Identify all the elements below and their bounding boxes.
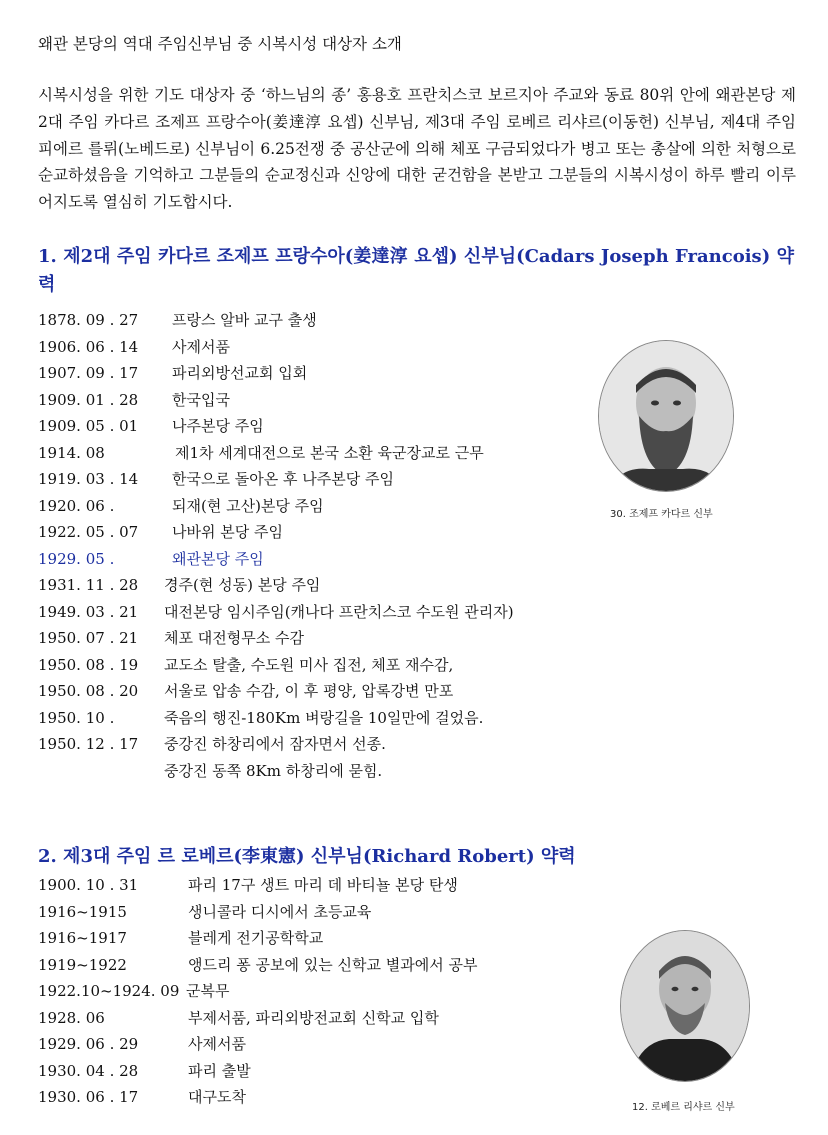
timeline-date: 1922.10~1924. 09 xyxy=(38,982,180,1000)
timeline-event: 파리 17구 생트 마리 데 바티뇰 본당 탄생 xyxy=(188,876,458,894)
timeline-event: 체포 대전형무소 수감 xyxy=(164,629,304,647)
timeline-event: 앵드리 퐁 공보에 있는 신학교 별과에서 공부 xyxy=(188,955,478,974)
timeline-date: 1906. 06 . 14 xyxy=(38,337,139,356)
timeline-event: 한국입국 xyxy=(172,390,230,409)
portrait-1-illustration xyxy=(599,341,733,491)
timeline-event: 되재(현 고산)본당 주임 xyxy=(172,496,324,515)
timeline-event: 교도소 탈출, 수도원 미사 집전, 체포 재수감, xyxy=(164,655,454,674)
timeline-date: 1914. 08 xyxy=(38,443,105,462)
timeline-date: 1928. 06 xyxy=(38,1008,105,1027)
timeline-event: 왜관본당 주임 xyxy=(172,549,264,568)
timeline-event: 프랑스 알바 교구 출생 xyxy=(172,311,317,329)
timeline-date: 1922. 05 . 07 xyxy=(38,523,139,541)
timeline-date: 1900. 10 . 31 xyxy=(38,876,139,894)
timeline-event: 생니콜라 디시에서 초등교육 xyxy=(188,902,372,921)
timeline-date: 1950. 07 . 21 xyxy=(38,629,139,647)
timeline-event: 나바위 본당 주임 xyxy=(172,523,283,541)
timeline-date: 1909. 05 . 01 xyxy=(38,417,139,435)
timeline-event: 사제서품 xyxy=(188,1035,246,1053)
timeline-date: 1909. 01 . 28 xyxy=(38,390,139,409)
timeline-date: 1929. 05 . xyxy=(38,549,115,568)
timeline-date: 1919~1922 xyxy=(38,955,127,974)
timeline-event: 부제서품, 파리외방전교회 신학교 입학 xyxy=(188,1008,439,1027)
priest-portrait-1 xyxy=(598,340,734,492)
timeline-event: 경주(현 성동) 본당 주임 xyxy=(164,576,321,594)
timeline-event: 중강진 하창리에서 잠자면서 선종. xyxy=(164,735,386,753)
timeline-event: 군복무 xyxy=(186,982,230,1000)
section1-heading: 1. 제2대 주임 카다르 조제프 프랑수아(姜達淳 요셉) 신부님(Cadars Joseph Francois) 약력 xyxy=(38,246,794,295)
timeline-date: 1930. 06 . 17 xyxy=(38,1088,139,1106)
timeline-date: 1929. 06 . 29 xyxy=(38,1035,139,1053)
timeline-event: 나주본당 주임 xyxy=(172,417,264,435)
timeline-date: 1950. 08 . 20 xyxy=(38,682,139,700)
timeline-event: 죽음의 행진-180Km 벼랑길을 10일만에 걸었음. xyxy=(164,708,484,727)
timeline-date: 1950. 08 . 19 xyxy=(38,655,139,674)
timeline-event: 대전본당 임시주임(캐나다 프란치스코 수도원 관리자) xyxy=(164,602,514,621)
timeline-date: 1950. 10 . xyxy=(38,708,115,727)
page-title: 왜관 본당의 역대 주임신부님 중 시복시성 대상자 소개 xyxy=(38,35,402,53)
timeline-date: 1916~1915 xyxy=(38,902,127,921)
timeline-date: 1878. 09 . 27 xyxy=(38,311,139,329)
section2-heading: 2. 제3대 주임 르 로베르(李東憲) 신부님(Richard Robert) 약력 xyxy=(38,846,576,867)
timeline-event: 블레게 전기공학학교 xyxy=(188,929,324,947)
photo-caption-1: 30. 조제프 카다르 신부 xyxy=(610,509,713,520)
timeline-date: 1907. 09 . 17 xyxy=(38,364,139,382)
timeline-date: 1920. 06 . xyxy=(38,496,115,515)
timeline-date: 1931. 11 . 28 xyxy=(38,576,139,594)
timeline-event: 대구도착 xyxy=(188,1088,246,1106)
timeline-date: 1919. 03 . 14 xyxy=(38,470,139,488)
timeline-event: 서울로 압송 수감, 이 후 평양, 압록강변 만포 xyxy=(164,682,454,700)
timeline-date: 1950. 12 . 17 xyxy=(38,735,139,753)
timeline-date: 1930. 04 . 28 xyxy=(38,1061,139,1080)
priest-portrait-2 xyxy=(620,930,750,1082)
timeline-date: 1949. 03 . 21 xyxy=(38,602,139,621)
intro-paragraph: 시복시성을 위한 기도 대상자 중 ‘하느님의 종’ 홍용호 프란치스코 보르지아 주교와 동료 80위 안에 왜관본당 제 2대 주임 카다르 조제프 프랑수아(姜達淳 요셉) 신부님, 제3대 주임 로베르 리샤르(이동헌) 신부님, 제4대 주임 피에르 를뤼(노베드로) 신부님이 6.25전쟁 중 공산군에 의해 체포 구금되었다가 병고 또는 총살에 의한 처형으로 순교하셨음을 기억하고 그분들의 순교정신과 신앙에 대한 굳건함을 본받고 그분들의 시복시성이 하루 빨리 이루어지도록 열심히 기도합시다. xyxy=(38,86,796,212)
timeline-event: 한국으로 돌아온 후 나주본당 주임 xyxy=(172,470,394,488)
timeline-event: 제1차 세계대전으로 본국 소환 육군장교로 근무 xyxy=(175,443,484,462)
timeline-date: 1916~1917 xyxy=(38,929,127,947)
timeline-event: 중강진 동쪽 8Km 하창리에 묻힘. xyxy=(164,761,383,780)
timeline-event: 사제서품 xyxy=(172,337,230,356)
portrait-2-illustration xyxy=(621,931,749,1081)
timeline-event: 파리외방선교회 입회 xyxy=(172,364,308,382)
timeline-event: 파리 출발 xyxy=(188,1061,251,1080)
photo-caption-2: 12. 로베르 리샤르 신부 xyxy=(632,1102,735,1113)
